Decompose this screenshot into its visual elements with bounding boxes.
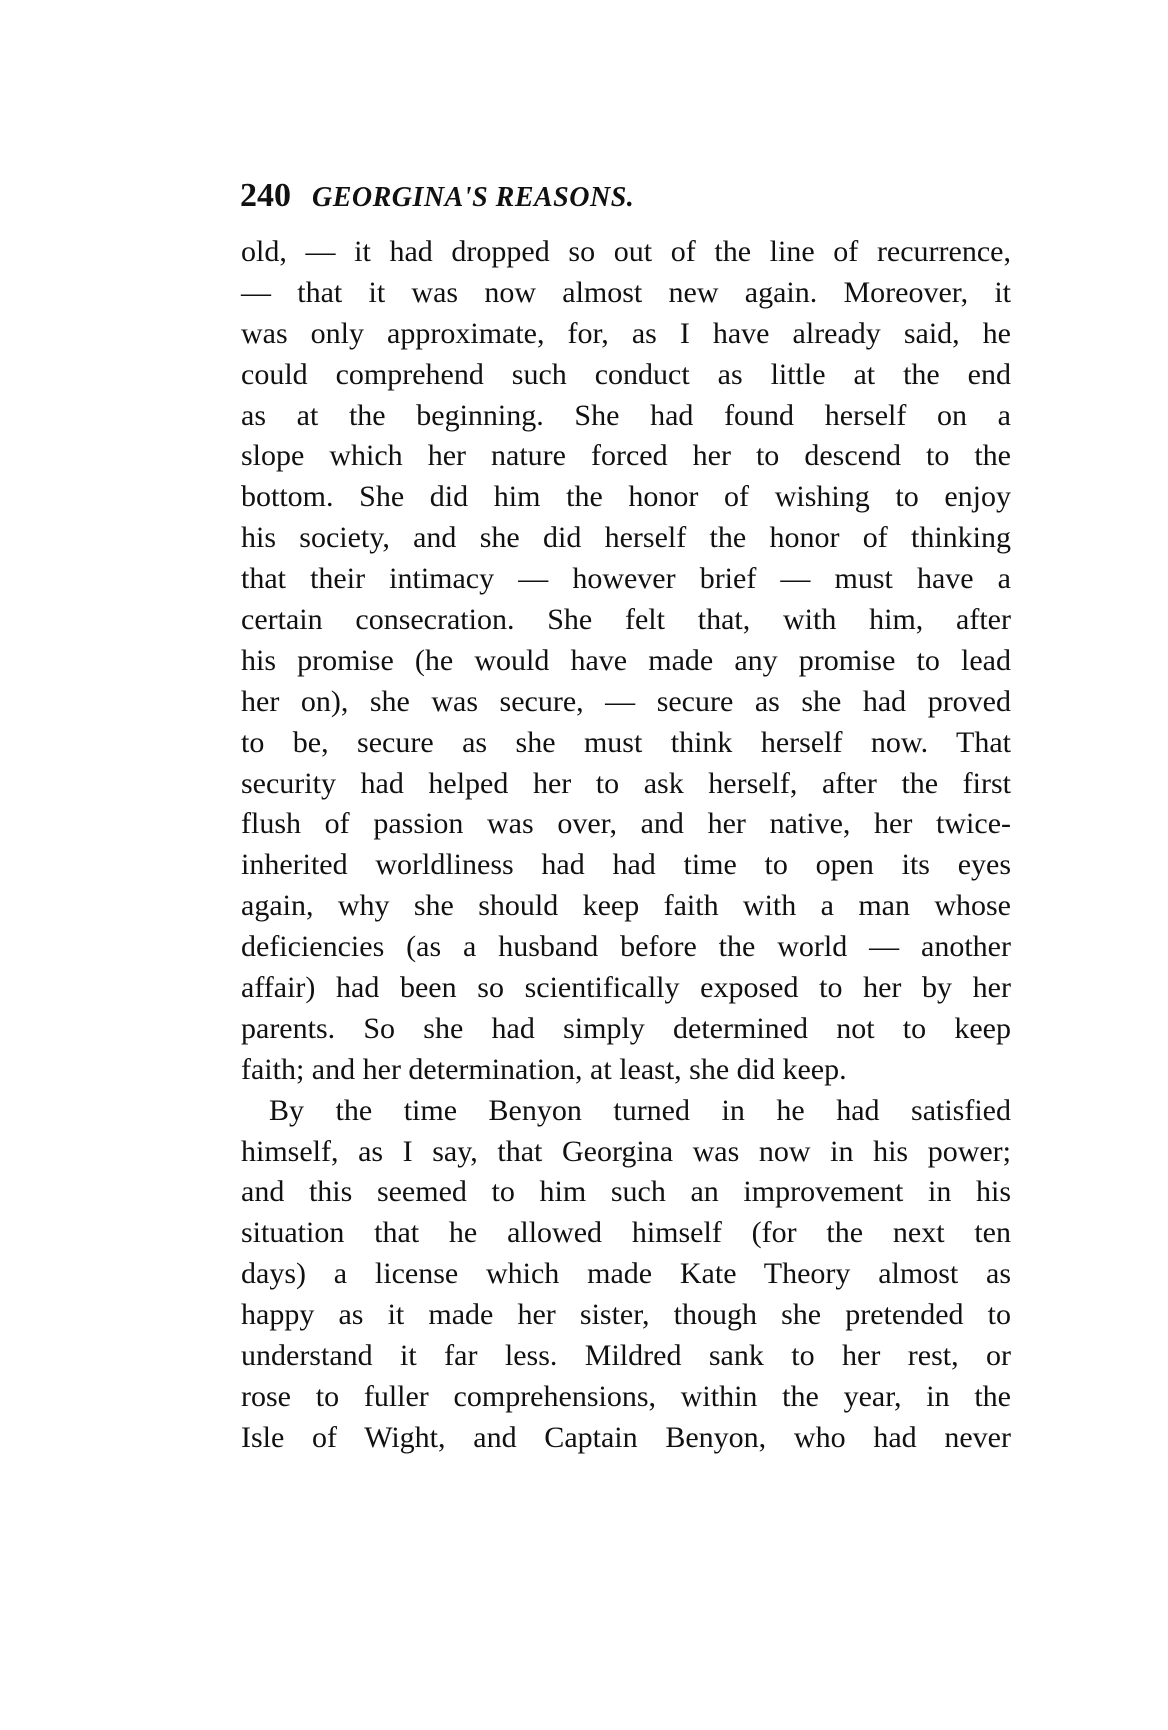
paragraph-1 <box>241 232 1011 1091</box>
page-number: 240 <box>240 177 291 214</box>
text-line: deficiencies (as a husband before the world — another <box>241 930 1011 964</box>
text-line: and this seemed to him such an improvement in his <box>241 1175 1011 1209</box>
text-line: bottom. She did him the honor of wishing to enjoy <box>241 480 1011 514</box>
body-text <box>241 232 1011 1459</box>
text-line: flush of passion was over, and her native, her twice- <box>241 807 1011 841</box>
text-line: rose to fuller comprehensions, within the year, in the <box>241 1379 1011 1413</box>
paragraph-2 <box>241 1091 1011 1459</box>
text-line: — that it was now almost new again. Moreover, it <box>241 275 1011 309</box>
text-line: certain consecration. She felt that, with him, after <box>241 603 1011 637</box>
text-line: to be, secure as she must think herself now. That <box>241 725 1011 759</box>
text-line: understand it far less. Mildred sank to her rest, or <box>241 1339 1011 1373</box>
text-line: as at the beginning. She had found herself on a <box>241 398 1011 432</box>
text-line: inherited worldliness had had time to open its eyes <box>241 848 1011 882</box>
text-line: was only approximate, for, as I have already said, he <box>241 316 1011 350</box>
text-line: her on), she was secure, — secure as she had proved <box>241 684 1011 718</box>
text-line: security had helped her to ask herself, after the first <box>241 766 1011 800</box>
text-line: Isle of Wight, and Captain Benyon, who had never <box>241 1420 1011 1454</box>
text-line: himself, as I say, that Georgina was now in his power; <box>241 1134 1011 1168</box>
text-line: situation that he allowed himself (for the next ten <box>241 1216 1011 1250</box>
text-line: slope which her nature forced her to descend to the <box>241 439 1011 473</box>
running-head <box>240 176 1010 224</box>
text-line: that their intimacy — however brief — must have a <box>241 562 1011 596</box>
text-line: old, — it had dropped so out of the line of recurrence, <box>241 235 1011 268</box>
text-line: his society, and she did herself the honor of thinking <box>241 521 1011 555</box>
text-line: could comprehend such conduct as little at the end <box>241 357 1011 391</box>
text-line: faith; and her determination, at least, she did keep. <box>241 1052 847 1086</box>
text-line: By the time Benyon turned in he had satisfied <box>269 1093 1011 1127</box>
running-title: GEORGINA'S REASONS. <box>312 182 635 213</box>
text-line: affair) had been so scientifically exposed to her by her <box>241 971 1011 1005</box>
text-line: happy as it made her sister, though she pretended to <box>241 1298 1011 1332</box>
text-line: his promise (he would have made any promise to lead <box>241 643 1011 677</box>
text-line: days) a license which made Kate Theory almost as <box>241 1257 1011 1291</box>
text-line: parents. So she had simply determined not to keep <box>241 1011 1011 1045</box>
text-line: again, why she should keep faith with a man whose <box>241 889 1011 923</box>
